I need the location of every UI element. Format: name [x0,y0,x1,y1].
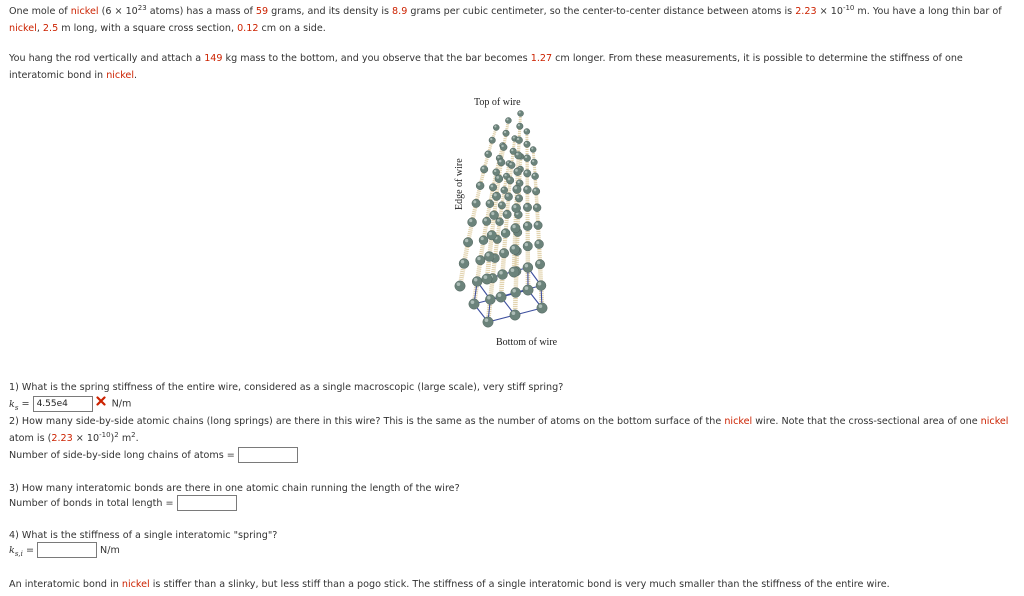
atom-highlight [502,188,504,190]
atom-highlight [525,142,527,144]
intro-text: atoms) has a mass of [146,6,256,17]
atom [524,141,530,147]
q2-text-part: atom is ( [9,433,52,444]
atomic-distance-value: 2.23 [51,433,73,444]
exponent: -10 [842,4,855,12]
atom-highlight [504,211,507,214]
q2-text [9,413,1016,447]
atom [518,111,524,117]
atom [510,245,520,255]
atom [506,177,513,184]
exponent: 2 [131,431,136,439]
atom-highlight [494,125,496,127]
q2-answer-row [9,447,298,464]
intro-text: × 10 [816,6,843,17]
atomic-distance-value: 2.23 [795,6,817,17]
element-name: nickel [70,6,99,17]
atom [524,155,531,162]
atom [489,184,496,191]
ksi-variable [9,545,23,556]
atom [482,274,492,284]
q2-text-part: ) [110,433,115,444]
atom-highlight [484,275,488,279]
q4-text: 4) What is the stiffness of a single interatomic "spring"? [9,530,278,541]
atom [535,260,544,269]
q2-text-part: . [135,433,139,444]
atom [489,137,495,143]
atom [523,222,532,231]
top-of-wire-label: Top of wire [474,97,521,108]
atom [485,295,495,305]
atom-highlight [525,204,528,207]
atom [463,238,472,247]
atom [534,221,542,229]
atom [523,285,533,295]
atom [499,249,508,258]
atom [535,240,544,249]
incorrect-x-icon [96,395,106,412]
bottom-of-wire-label: Bottom of wire [496,337,558,348]
q3-text: 3) How many interatomic bonds are there in one atomic chain running the length of the wire? [9,483,460,494]
atom-highlight [485,318,489,322]
atom [517,123,523,129]
atom-highlight [496,176,499,179]
intro-text: grams, and its density is [268,6,393,17]
atom-highlight [513,205,516,208]
atom [472,199,480,207]
atom [459,259,469,269]
atom [524,170,531,177]
element-name: nickel [106,70,134,81]
atom [501,229,510,238]
atom [537,303,547,313]
atom-highlight [517,196,520,199]
atom-highlight [525,243,528,246]
atom-highlight [499,160,502,163]
atom [505,193,513,201]
variable-subscript: s [14,403,19,412]
atom-highlight [487,296,490,299]
q2-answer-label: Number of side-by-side long chains of atoms = [9,450,238,461]
atom-highlight [504,174,506,176]
footer-text-part: is stiffer than a slinky, but less stiff than a pogo stick. The stiffness of a single interatomic bond is very much smaller than the stiffness of the entire wire. [149,579,890,590]
atom [479,236,488,245]
atom [484,252,494,262]
intro-text: . [134,70,138,81]
atom [498,159,505,166]
atom [455,281,465,291]
atom [505,118,511,124]
hanging-mass-value: 149 [204,53,223,64]
atom [501,187,508,194]
atom-highlight [515,169,518,172]
atom-highlight [512,289,515,292]
atom [480,166,487,173]
atom [496,292,506,302]
atom-highlight [525,129,527,131]
variable-symbol: k [9,545,15,556]
atom [533,204,541,212]
atom-highlight [537,261,540,264]
atom [487,231,496,240]
atom-highlight [498,293,502,297]
footer-text-part: An interatomic bond in [9,579,122,590]
atom [509,267,519,277]
atom-highlight [474,278,477,281]
atom [536,281,546,291]
intro-text: grams per cubic centimeter, so the center-to-center distance between atoms is [407,6,796,17]
atom-highlight [534,189,537,192]
atom-highlight [506,118,508,120]
atom [523,186,531,194]
variable-subscript: s,i [14,549,23,558]
bar-length-value: 2.5 [42,23,59,34]
q1-answer-row [9,395,131,412]
atom [476,182,484,190]
atom-highlight [494,170,496,172]
intro-text: m long, with a square cross section, [58,23,238,34]
q1-unit: N/m [111,398,132,410]
atom-highlight [513,136,515,138]
atom [492,192,500,200]
atom-highlight [477,257,480,260]
atom [515,195,522,202]
intro-text: You hang the rod vertically and attach a [9,53,205,64]
atom [524,129,530,135]
atom-highlight [512,225,515,228]
lattice-marks [455,111,547,328]
atom-highlight [535,222,538,225]
atom [516,137,523,144]
atom [469,299,479,309]
footer-text [9,576,890,593]
atom [508,162,515,169]
atom [498,270,508,280]
equals-sign: = [18,398,33,410]
atom-highlight [489,232,492,235]
atom-highlight [512,311,516,315]
edge-of-wire-label: Edge of wire [454,158,465,210]
intro-text: cm longer. From these measurements, it is possible to determine the stiffness of one interatomic bond in [9,53,963,81]
intro-paragraph-1 [9,3,1016,37]
q4-unit: N/m [100,545,120,556]
atom [532,173,539,180]
element-name: nickel [121,579,150,590]
atom-highlight [499,203,502,206]
atom [523,263,533,273]
molar-mass-value: 59 [255,6,269,17]
atom-highlight [512,246,515,249]
ks-variable [9,399,18,410]
atom-highlight [536,241,539,244]
atom-highlight [532,160,534,162]
atom [468,218,477,227]
atom-highlight [490,138,492,140]
atom-highlight [478,183,481,186]
atom-highlight [525,187,528,190]
lattice-diagram [440,92,590,354]
atom [490,211,499,220]
atom-highlight [538,282,541,285]
q2-text-part: 2) How many side-by-side atomic chains (long springs) are there in this wire? This is the same as the number of atoms on the bottom surface of the [9,416,725,427]
q2-answer-input[interactable] [238,447,298,463]
atom-highlight [517,181,519,183]
atom-highlight [525,223,528,226]
atom-highlight [517,138,519,140]
intro-text: (6 × 10 [98,6,138,17]
atom-highlight [494,193,497,196]
wire-lattice-figure [440,92,590,354]
atom [503,130,509,136]
atom-highlight [461,260,464,263]
q2-text-part: × 10 [72,433,100,444]
atom [523,203,531,211]
exponent: 23 [137,4,147,12]
intro-text: cm on a side. [258,23,326,34]
atom [476,256,485,265]
atom [482,217,490,225]
atom-highlight [457,282,461,286]
cross-section-side-value: 0.12 [237,23,259,34]
atom-highlight [531,147,533,149]
atom [532,188,539,195]
atom [472,277,482,287]
atom [511,288,521,298]
atom-highlight [501,250,504,253]
exponent: 2 [114,431,119,439]
q1-answer-input[interactable]: 4.55e4 [33,396,93,412]
element-name: nickel [980,416,1009,427]
atom-highlight [506,194,509,197]
q1-text: 1) What is the spring stiffness of the entire wire, considered as a single macroscopic (large scale), very stiff spring? [9,382,564,393]
atom-highlight [525,171,528,174]
atom-highlight [471,300,475,304]
atom [486,200,494,208]
atom-highlight [511,268,515,272]
atom [512,204,521,213]
atom-highlight [525,286,529,290]
q3-answer-label: Number of bonds in total length = [9,498,177,509]
atom-highlight [487,201,490,204]
atom-highlight [539,304,543,308]
atom [510,310,520,320]
atom [514,168,522,176]
element-name: nickel [9,23,37,34]
atom-highlight [503,230,506,233]
atom-highlight [497,156,499,158]
atom-highlight [499,271,502,274]
q2-text-part: m [118,433,132,444]
atom-highlight [509,163,511,165]
element-name: nickel [724,416,753,427]
equals-sign: = [22,545,38,556]
atom-highlight [519,111,521,113]
atom-highlight [491,212,494,215]
variable-symbol: k [9,398,15,410]
atom [511,224,520,233]
atom [498,202,505,209]
atom-highlight [491,185,494,188]
atom-highlight [533,174,535,176]
q3-answer-input[interactable] [177,495,237,511]
atom [500,144,507,151]
stretch-value: 1.27 [530,53,553,64]
atom-highlight [486,152,488,154]
atom-highlight [501,145,503,147]
atom-highlight [514,186,517,189]
q4-answer-row [9,542,120,559]
atom [503,210,511,218]
atom-highlight [518,124,520,126]
atom-highlight [508,178,511,181]
atom [515,152,522,159]
atom-highlight [465,239,468,242]
atom [485,151,492,158]
density-value: 8.9 [392,6,408,17]
atom-highlight [469,219,472,222]
atom-highlight [504,131,506,133]
atom [493,125,499,131]
atom-highlight [534,205,537,208]
atom [531,159,537,165]
atom-highlight [511,149,513,151]
intro-text: m. You have a long thin bar of [854,6,1002,17]
exponent: -10 [99,431,111,439]
atom [530,147,536,153]
atom-highlight [484,218,487,221]
atom-highlight [497,219,500,222]
intro-text: kg mass to the bottom, and you observe that the bar becomes [222,53,531,64]
q3-answer-row [9,495,237,512]
atom-highlight [525,156,527,158]
atom [495,175,503,183]
intro-text: One mole of [9,6,71,17]
atom-highlight [486,253,489,256]
atom [513,185,521,193]
q2-text-part: wire. Note that the cross-sectional area of one [752,416,981,427]
atom [483,317,493,327]
atom-highlight [481,237,484,240]
atom-highlight [473,200,476,203]
atom [523,242,532,251]
intro-text: , [36,23,43,34]
atom-highlight [516,153,519,156]
intro-paragraph-2 [9,50,1016,84]
atom-highlight [482,167,485,170]
atom-highlight [525,264,528,267]
q4-answer-input[interactable] [37,542,97,558]
